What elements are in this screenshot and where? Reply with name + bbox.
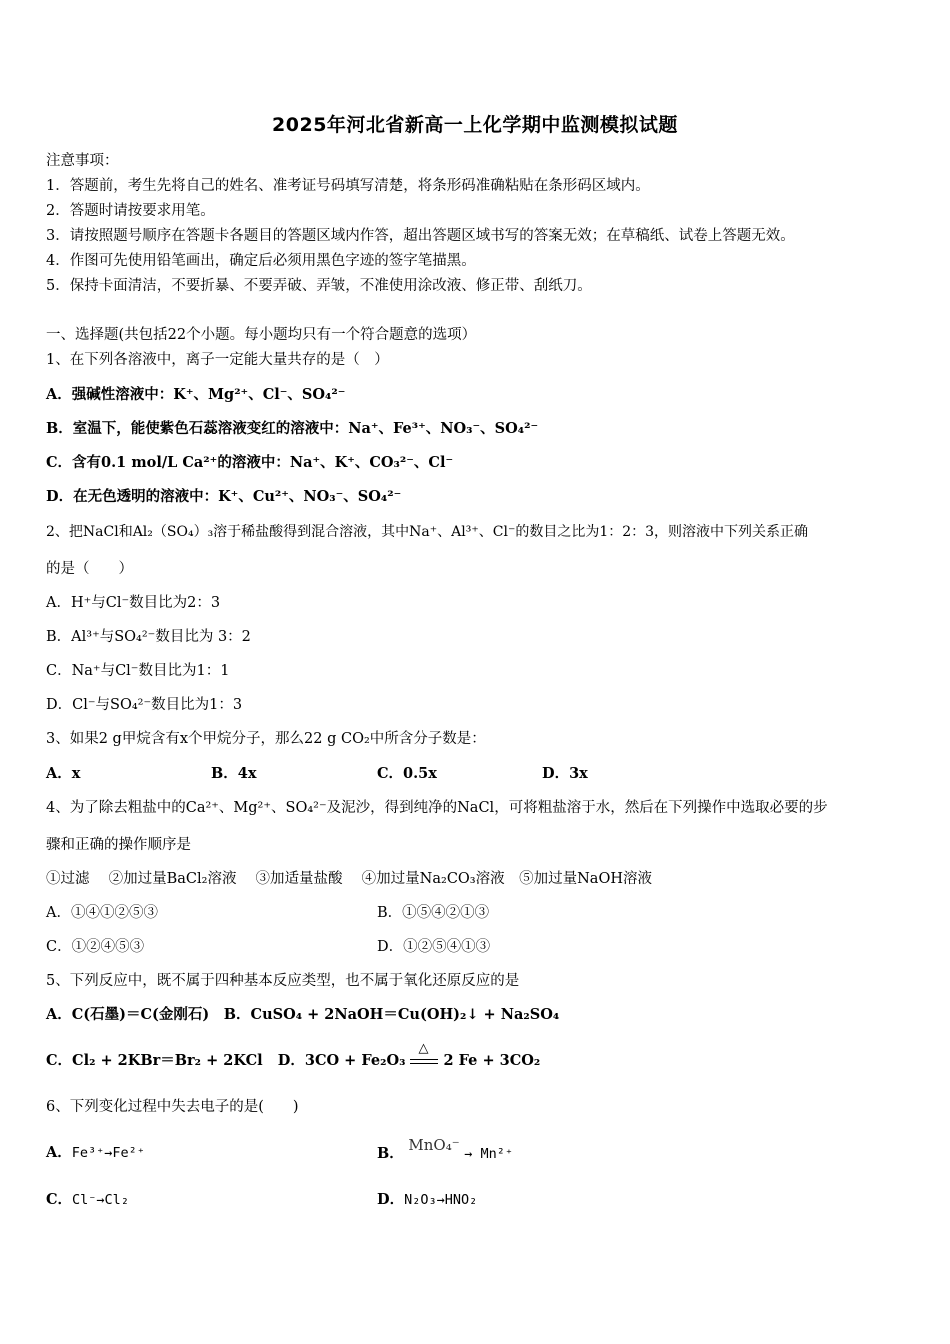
q3-stem: 3、如果2 g甲烷含有x个甲烷分子，那么22 g CO₂中所含分子数是： bbox=[46, 731, 486, 747]
q5-options-ab: A．C(石墨)＝C(金刚石) B．CuSO₄ + 2NaOH＝Cu(OH)₂↓ + Na₂SO₄ bbox=[46, 1006, 560, 1023]
q5-stem: 5、下列反应中，既不属于四种基本反应类型，也不属于氧化还原反应的是 bbox=[46, 973, 520, 989]
heat-triangle-icon: △ bbox=[418, 1041, 429, 1056]
q4-stem-line1: 4、为了除去粗盐中的Ca²⁺、Mg²⁺、SO₄²⁻及泥沙，得到纯净的NaCl，可将粗盐溶于水，然后在下列操作中选取必要的步 bbox=[46, 800, 828, 816]
q2-option-c: C．Na⁺与Cl⁻数目比为1：1 bbox=[46, 663, 230, 679]
q4-option-c: C．①②④⑤③ bbox=[46, 939, 145, 955]
q3-option-d: D．3x bbox=[542, 765, 588, 782]
q4-stem-line2: 骤和正确的操作顺序是 bbox=[46, 837, 191, 853]
q5-option-c: C．Cl₂ + 2KBr＝Br₂ + 2KCl bbox=[46, 1052, 263, 1069]
notice-heading: 注意事项： bbox=[46, 153, 119, 169]
notice-item-4: 4．作图可先使用铅笔画出，确定后必须用黑色字迹的签字笔描黑。 bbox=[46, 253, 476, 269]
q4-option-b: B．①⑤④②①③ bbox=[377, 905, 490, 921]
q5-option-d-right: 2 Fe + 3CO₂ bbox=[443, 1052, 541, 1069]
q1-option-b: B．室温下，能使紫色石蕊溶液变红的溶液中：Na⁺、Fe³⁺、NO₃⁻、SO₄²⁻ bbox=[46, 420, 539, 437]
section-heading: 一、选择题(共包括22个小题。每小题均只有一个符合题意的选项） bbox=[46, 327, 477, 343]
notice-item-3: 3．请按照题号顺序在答题卡各题目的答题区域内作答，超出答题区域书写的答案无效；在草稿纸、试卷上答题无效。 bbox=[46, 228, 795, 244]
q5-options-cd bbox=[46, 1041, 541, 1071]
q6-option-a: A．Fe³⁺→Fe²⁺ bbox=[46, 1144, 145, 1161]
q3-option-c: C．0.5x bbox=[377, 765, 437, 782]
q2-option-d: D．Cl⁻与SO₄²⁻数目比为1：3 bbox=[46, 697, 243, 713]
q4-option-a: A．①④①②⑤③ bbox=[46, 905, 158, 921]
notice-item-2: 2．答题时请按要求用笔。 bbox=[46, 203, 215, 219]
q6-option-d: D．N₂O₃→HNO₂ bbox=[377, 1191, 478, 1208]
q1-option-c: C．含有0.1 mol/L Ca²⁺的溶液中：Na⁺、K⁺、CO₃²⁻、Cl⁻ bbox=[46, 454, 454, 471]
notice-item-5: 5．保持卡面清洁，不要折暴、不要弄破、弄皱，不准使用涂改液、修正带、刮纸刀。 bbox=[46, 278, 592, 294]
q3-option-a: A．x bbox=[46, 765, 81, 782]
q2-option-a: A．H⁺与Cl⁻数目比为2：3 bbox=[46, 595, 221, 611]
q1-option-d: D．在无色透明的溶液中：K⁺、Cu²⁺、NO₃⁻、SO₄²⁻ bbox=[46, 488, 402, 505]
page-title: 2025年河北省新高一上化学期中监测模拟试题 bbox=[272, 114, 678, 136]
q3-option-b: B．4x bbox=[211, 765, 257, 782]
heating-equals-sign bbox=[410, 1041, 438, 1071]
q2-stem-line2: 的是（ ） bbox=[46, 561, 133, 577]
q6-stem: 6、下列变化过程中失去电子的是( ) bbox=[46, 1099, 299, 1115]
q2-option-b: B．Al³⁺与SO₄²⁻数目比为 3：2 bbox=[46, 629, 251, 645]
q5-option-d-left: D．3CO + Fe₂O₃ bbox=[277, 1052, 406, 1069]
q4-option-d: D．①②⑤④①③ bbox=[377, 939, 491, 955]
permanganate-formula: MnO₄⁻ bbox=[408, 1136, 460, 1154]
q1-stem: 1、在下列各溶液中，离子一定能大量共存的是（ ） bbox=[46, 352, 389, 368]
q4-operations: ①过滤 ②加过量BaCl₂溶液 ③加适量盐酸 ④加过量Na₂CO₃溶液 ⑤加过量NaOH溶液 bbox=[46, 871, 652, 887]
q6-option-c: C．Cl⁻→Cl₂ bbox=[46, 1191, 129, 1208]
q1-option-a: A．强碱性溶液中：K⁺、Mg²⁺、Cl⁻、SO₄²⁻ bbox=[46, 386, 346, 403]
q2-stem-line1: 2、把NaCl和Al₂（SO₄）₃溶于稀盐酸得到混合溶液，其中Na⁺、Al³⁺、Cl⁻的数目之比为1：2：3，则溶液中下列关系正确 bbox=[46, 524, 809, 540]
q6-option-b: B． MnO₄⁻ → Mn²⁺ bbox=[377, 1136, 514, 1162]
notice-item-1: 1．答题前，考生先将自己的姓名、准考证号码填写清楚，将条形码准确粘贴在条形码区域内。 bbox=[46, 178, 650, 194]
